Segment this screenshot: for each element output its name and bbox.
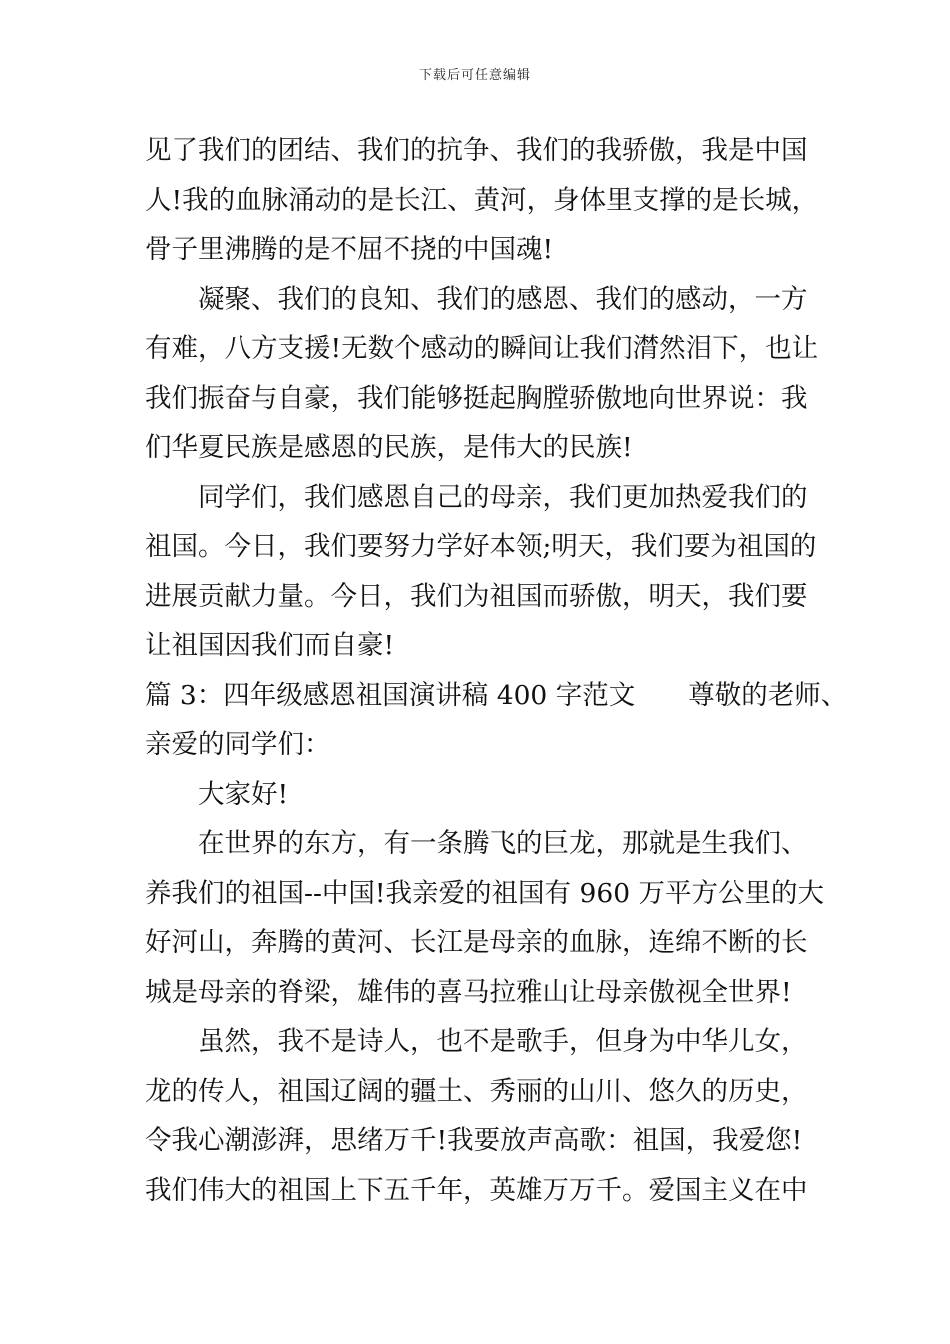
paragraph-first-line: 同学们，我们感恩自己的母亲，我们更加热爱我们的 bbox=[198, 481, 808, 513]
text-line: 进展贡献力量。今日，我们为祖国而骄傲，明天，我们要 bbox=[145, 580, 808, 612]
paragraph-first-line: 在世界的东方，有一条腾飞的巨龙，那就是生我们、 bbox=[198, 828, 808, 859]
text-line: 见了我们的团结、我们的抗争、我们的我骄傲，我是中国 bbox=[145, 135, 808, 166]
page-header: 下载后可任意编辑 bbox=[418, 68, 531, 83]
text-line: 城是母亲的脊梁，雄伟的喜马拉雅山让母亲傲视全世界! bbox=[145, 976, 792, 1008]
text-line: 人!我的血脉涌动的是长江、黄河，身体里支撑的是长城， bbox=[145, 184, 819, 216]
paragraph-first-line: 虽然，我不是诗人，也不是歌手，但身为中华儿女， bbox=[198, 1026, 808, 1057]
section-heading-line: 篇 3：四年级感恩祖国演讲稿 400 字范文 尊敬的老师、 bbox=[145, 679, 848, 711]
text-line: 我们伟大的祖国上下五千年，英雄万万千。爱国主义在中 bbox=[145, 1174, 808, 1206]
text-line: 们华夏民族是感恩的民族，是伟大的民族! bbox=[145, 432, 633, 463]
text-line: 让祖国因我们而自豪! bbox=[145, 630, 395, 661]
text-line: 令我心潮澎湃，思绪万千!我要放声高歌：祖国，我爱您! bbox=[145, 1125, 803, 1156]
greeting-line: 大家好! bbox=[198, 778, 289, 810]
text-line: 祖国。今日，我们要努力学好本领;明天，我们要为祖国的 bbox=[145, 531, 817, 562]
text-line: 骨子里沸腾的是不屈不挠的中国魂! bbox=[145, 234, 554, 265]
text-line: 我们振奋与自豪，我们能够挺起胸膛骄傲地向世界说：我 bbox=[145, 382, 808, 414]
text-line: 养我们的祖国--中国!我亲爱的祖国有 960 万平方公里的大 bbox=[145, 877, 824, 909]
text-line: 有难，八方支援!无数个感动的瞬间让我们潸然泪下，也让 bbox=[145, 333, 819, 364]
paragraph-first-line: 凝聚、我们的良知、我们的感恩、我们的感动，一方 bbox=[198, 283, 808, 315]
text-line: 好河山，奔腾的黄河、长江是母亲的血脉，连绵不断的长 bbox=[145, 927, 808, 958]
text-line: 亲爱的同学们： bbox=[145, 729, 331, 760]
document-body bbox=[145, 126, 848, 1215]
text-line: 龙的传人，祖国辽阔的疆土、秀丽的山川、悠久的历史， bbox=[145, 1075, 808, 1107]
